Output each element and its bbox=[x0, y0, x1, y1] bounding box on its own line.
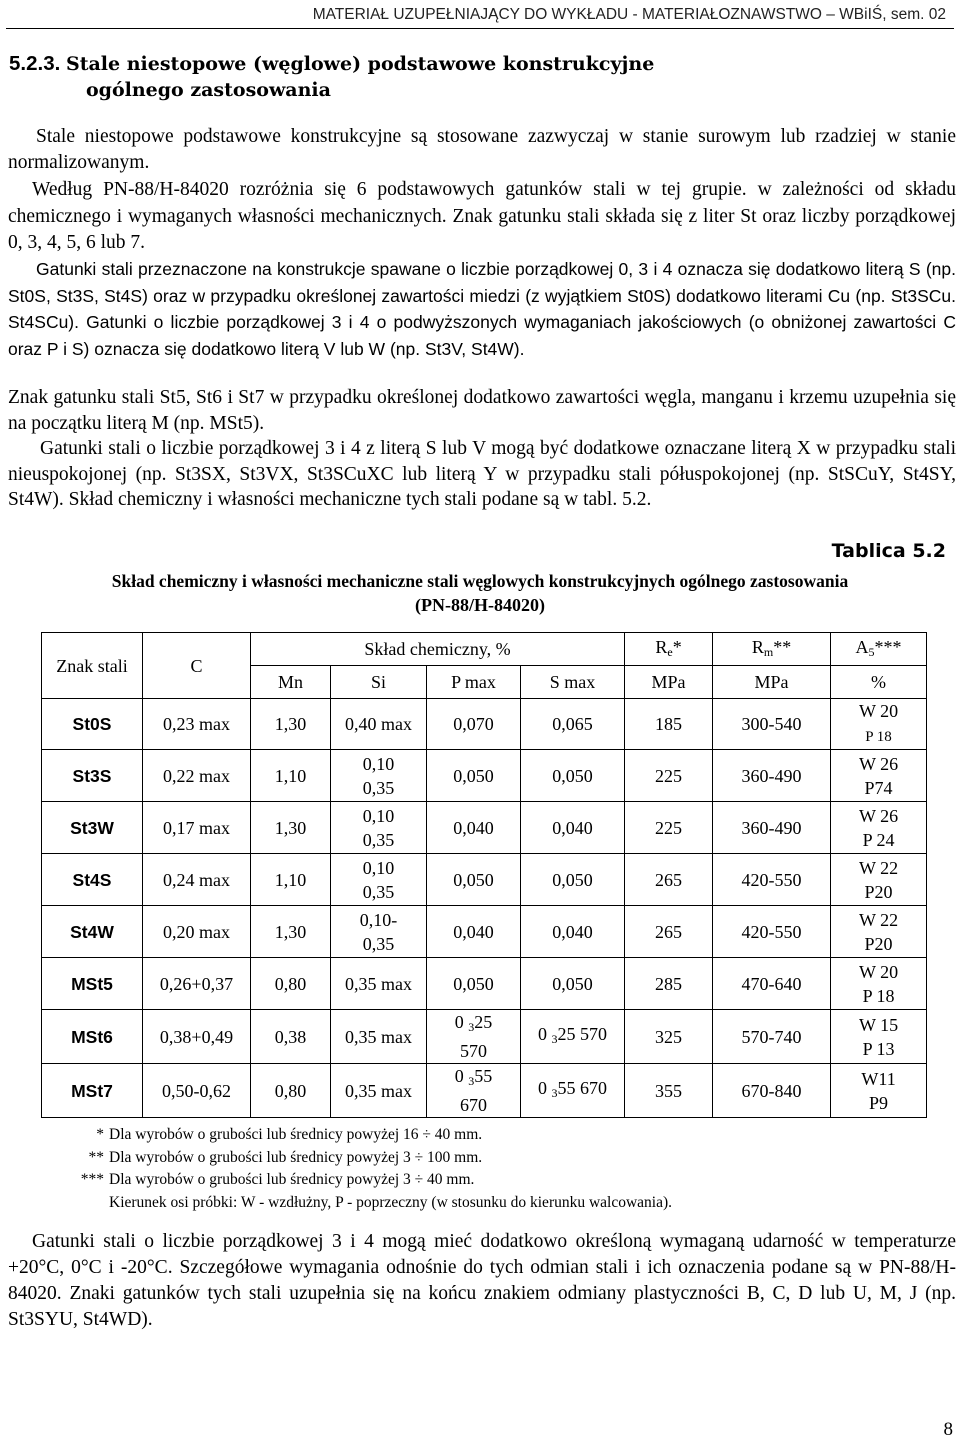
table-row bbox=[42, 958, 927, 1010]
table-caption: Skład chemiczny i własności mechaniczne stali węglowych konstrukcyjnych ogólnego zastosowania bbox=[111, 571, 849, 591]
cell-re: 265 bbox=[625, 854, 713, 906]
table-body bbox=[42, 699, 927, 1118]
paragraph-3: Gatunki stali przeznaczone na konstrukcje spawane o liczbie porządkowej 0, 3 i 4 oznacza się dodatkowo literą S (np. St0S, St3S, St4S) oraz w przypadku określonej zawartości miedzi (z wyjątkiem St0S) dodatkowo literami Cu (np. St3SCu. St4SCu). Gatunki o liczbie porządkowej 3 i 4 o podwyższonych wymaganiach jakościowych (o obniżonej zawartości C oraz P i S) oznacza się dodatkowo literą V lub W (np. St3V, St4W). bbox=[8, 259, 956, 359]
table-note: Kierunek osi próbki: W - wzdłużny, P - poprzeczny (w stosunku do kierunku walcowania). bbox=[109, 1193, 673, 1211]
cell-a5: W11 P9 bbox=[831, 1064, 927, 1118]
cell-re: 225 bbox=[625, 750, 713, 802]
cell-si: 0,40 max bbox=[331, 699, 427, 750]
cell-rm: 420-550 bbox=[713, 854, 831, 906]
paragraph-4: Znak gatunku stali St5, St6 i St7 w przypadku określonej dodatkowo zawartości węgla, manganu i krzemu uzupełnia się na początku literą M (np. MSt5). bbox=[8, 387, 956, 434]
table-row bbox=[42, 1010, 927, 1064]
header-si: Si bbox=[331, 666, 427, 699]
cell-mn: 1,30 bbox=[251, 906, 331, 958]
cell-grade: MSt6 bbox=[42, 1010, 143, 1064]
page-number: 8 bbox=[943, 1419, 953, 1440]
cell-mn: 0,80 bbox=[251, 1064, 331, 1118]
cell-c: 0,17 max bbox=[143, 802, 251, 854]
section-title-line2: ogólnego zastosowania bbox=[86, 79, 331, 101]
cell-si: 0,10 0,35 bbox=[331, 750, 427, 802]
cell-p: 0,050 bbox=[427, 750, 521, 802]
cell-rm: 300-540 bbox=[713, 699, 831, 750]
header-s: S max bbox=[521, 666, 625, 699]
cell-c: 0,20 max bbox=[143, 906, 251, 958]
table-row bbox=[42, 906, 927, 958]
cell-c: 0,38+0,49 bbox=[143, 1010, 251, 1064]
section-title bbox=[9, 50, 909, 101]
cell-s: 0,040 bbox=[521, 802, 625, 854]
table-note: ** Dla wyrobów o grubości lub średnicy powyżej 3 ÷ 100 mm. bbox=[88, 1148, 483, 1166]
cell-rm: 570-740 bbox=[713, 1010, 831, 1064]
header-mn: Mn bbox=[251, 666, 331, 699]
cell-mn: 1,30 bbox=[251, 699, 331, 750]
cell-si: 0,10 0,35 bbox=[331, 802, 427, 854]
cell-mn: 1,10 bbox=[251, 750, 331, 802]
cell-re: 225 bbox=[625, 802, 713, 854]
cell-p: 0 $_3$55 670 bbox=[427, 1064, 521, 1118]
header-p: P max bbox=[427, 666, 521, 699]
cell-si: 0,10 0,35 bbox=[331, 854, 427, 906]
cell-rm: 360-490 bbox=[713, 802, 831, 854]
cell-p: 0,070 bbox=[427, 699, 521, 750]
cell-grade: St4W bbox=[42, 906, 143, 958]
cell-p: 0,040 bbox=[427, 906, 521, 958]
header-grade: Znak stali bbox=[42, 633, 143, 699]
cell-a5: W 26 P 24 bbox=[831, 802, 927, 854]
cell-p: 0 $_3$25 570 bbox=[427, 1010, 521, 1064]
table-label: Tablica 5.2 bbox=[831, 540, 946, 562]
cell-grade: MSt7 bbox=[42, 1064, 143, 1118]
cell-p: 0,050 bbox=[427, 854, 521, 906]
cell-s: 0,065 bbox=[521, 699, 625, 750]
cell-mn: 1,10 bbox=[251, 854, 331, 906]
header-c: C bbox=[143, 633, 251, 699]
cell-mn: 0,80 bbox=[251, 958, 331, 1010]
cell-re: 325 bbox=[625, 1010, 713, 1064]
cell-s: 0,050 bbox=[521, 854, 625, 906]
cell-rm: 470-640 bbox=[713, 958, 831, 1010]
cell-p: 0,040 bbox=[427, 802, 521, 854]
paragraph-2: Według PN-88/H-84020 rozróżnia się 6 podstawowych gatunków stali w tej grupie. w zależności od składu chemicznego i wymaganych własności mechanicznych. Znak gatunku stali składa się z liter St oraz liczby porządkowej 0, 3, 4, 5, 6 lub 7. bbox=[8, 179, 956, 253]
table-caption-standard: (PN-88/H-84020) bbox=[415, 595, 545, 615]
header-rule bbox=[6, 28, 954, 29]
cell-si: 0,35 max bbox=[331, 1064, 427, 1118]
cell-a5: W 15 P 13 bbox=[831, 1010, 927, 1064]
cell-a5: W 26 P74 bbox=[831, 750, 927, 802]
table-row bbox=[42, 1064, 927, 1118]
cell-mn: 1,30 bbox=[251, 802, 331, 854]
cell-re: 355 bbox=[625, 1064, 713, 1118]
header-re: $R_e*$ bbox=[625, 633, 713, 666]
cell-si: 0,35 max bbox=[331, 958, 427, 1010]
table-row bbox=[42, 854, 927, 906]
cell-grade: St4S bbox=[42, 854, 143, 906]
header-a5: $A_5***$ bbox=[831, 633, 927, 666]
cell-a5: W 20 P 18 bbox=[831, 958, 927, 1010]
paragraph-6: Gatunki stali o liczbie porządkowej 3 i 4 mogą mieć dodatkowo określoną wymaganą udarność w temperaturze +20°C, 0°C i -20°C. Szczegółowe wymagania odnośnie do tych odmian stali i ich oznaczenia podane są w PN-88/H-84020. Znaki gatunków tych stali uzupełnia się na końcu znakiem odmiany plastyczności B, C, D lub U, M, J (np. St3SYU, St4WD). bbox=[8, 1231, 956, 1330]
cell-s: 0 $_3$55 670 bbox=[521, 1064, 625, 1118]
header-mpa-rm: MPa bbox=[713, 666, 831, 699]
header-chemical-composition: Skład chemiczny, % bbox=[251, 633, 625, 666]
cell-s: 0 $_3$25 570 bbox=[521, 1010, 625, 1064]
cell-re: 265 bbox=[625, 906, 713, 958]
cell-c: 0,26+0,37 bbox=[143, 958, 251, 1010]
cell-rm: 420-550 bbox=[713, 906, 831, 958]
cell-si: 0,10- 0,35 bbox=[331, 906, 427, 958]
cell-grade: St3W bbox=[42, 802, 143, 854]
cell-rm: 360-490 bbox=[713, 750, 831, 802]
cell-mn: 0,38 bbox=[251, 1010, 331, 1064]
section-title-line1: Stale niestopowe (węglowe) podstawowe konstrukcyjne bbox=[66, 53, 655, 75]
cell-re: 185 bbox=[625, 699, 713, 750]
table-note: * Dla wyrobów o grubości lub średnicy powyżej 16 ÷ 40 mm. bbox=[96, 1126, 483, 1143]
cell-si: 0,35 max bbox=[331, 1010, 427, 1064]
header-text: MATERIAŁ UZUPEŁNIAJĄCY DO WYKŁADU - MATERIAŁOZNAWSTWO – WBiIŚ, sem. 02 bbox=[312, 6, 946, 23]
table-note: *** Dla wyrobów o grubości lub średnicy powyżej 3 ÷ 40 mm. bbox=[80, 1171, 475, 1188]
header-rm: $R_m**$ bbox=[713, 633, 831, 666]
cell-c: 0,24 max bbox=[143, 854, 251, 906]
cell-rm: 670-840 bbox=[713, 1064, 831, 1118]
cell-s: 0,050 bbox=[521, 750, 625, 802]
table-notes bbox=[68, 1124, 672, 1214]
section-number: 5.2.3. bbox=[9, 52, 61, 75]
table-row bbox=[42, 699, 927, 750]
cell-grade: St3S bbox=[42, 750, 143, 802]
table-header-row bbox=[42, 633, 927, 666]
header-mpa-re: MPa bbox=[625, 666, 713, 699]
cell-a5: W 20 P 18 bbox=[831, 699, 927, 750]
table-row bbox=[42, 750, 927, 802]
cell-s: 0,050 bbox=[521, 958, 625, 1010]
cell-re: 285 bbox=[625, 958, 713, 1010]
page-header bbox=[0, 4, 960, 26]
cell-a5: W 22 P20 bbox=[831, 854, 927, 906]
cell-grade: MSt5 bbox=[42, 958, 143, 1010]
cell-c: 0,22 max bbox=[143, 750, 251, 802]
steel-table bbox=[41, 632, 927, 1118]
header-percent: % bbox=[831, 666, 927, 699]
cell-c: 0,50-0,62 bbox=[143, 1064, 251, 1118]
cell-grade: St0S bbox=[42, 699, 143, 750]
cell-a5: W 22 P20 bbox=[831, 906, 927, 958]
paragraph-1: Stale niestopowe podstawowe konstrukcyjne są stosowane zazwyczaj w stanie surowym lub rzadziej w stanie normalizowanym. bbox=[8, 126, 956, 173]
paragraph-5: Gatunki stali o liczbie porządkowej 3 i 4 z literą S lub V mogą być dodatkowe oznaczane literą X w przypadku stali nieuspokojonej (np. St3SX, St3VX, St3SCuXC lub literą Y w przypadku stali półuspokojonej (np. StSCuY, St4SY, St4W). Skład chemiczny i własności mechaniczne tych stali podane są w tabl. 5.2. bbox=[8, 438, 956, 510]
cell-c: 0,23 max bbox=[143, 699, 251, 750]
table-row bbox=[42, 802, 927, 854]
cell-s: 0,040 bbox=[521, 906, 625, 958]
cell-p: 0,050 bbox=[427, 958, 521, 1010]
